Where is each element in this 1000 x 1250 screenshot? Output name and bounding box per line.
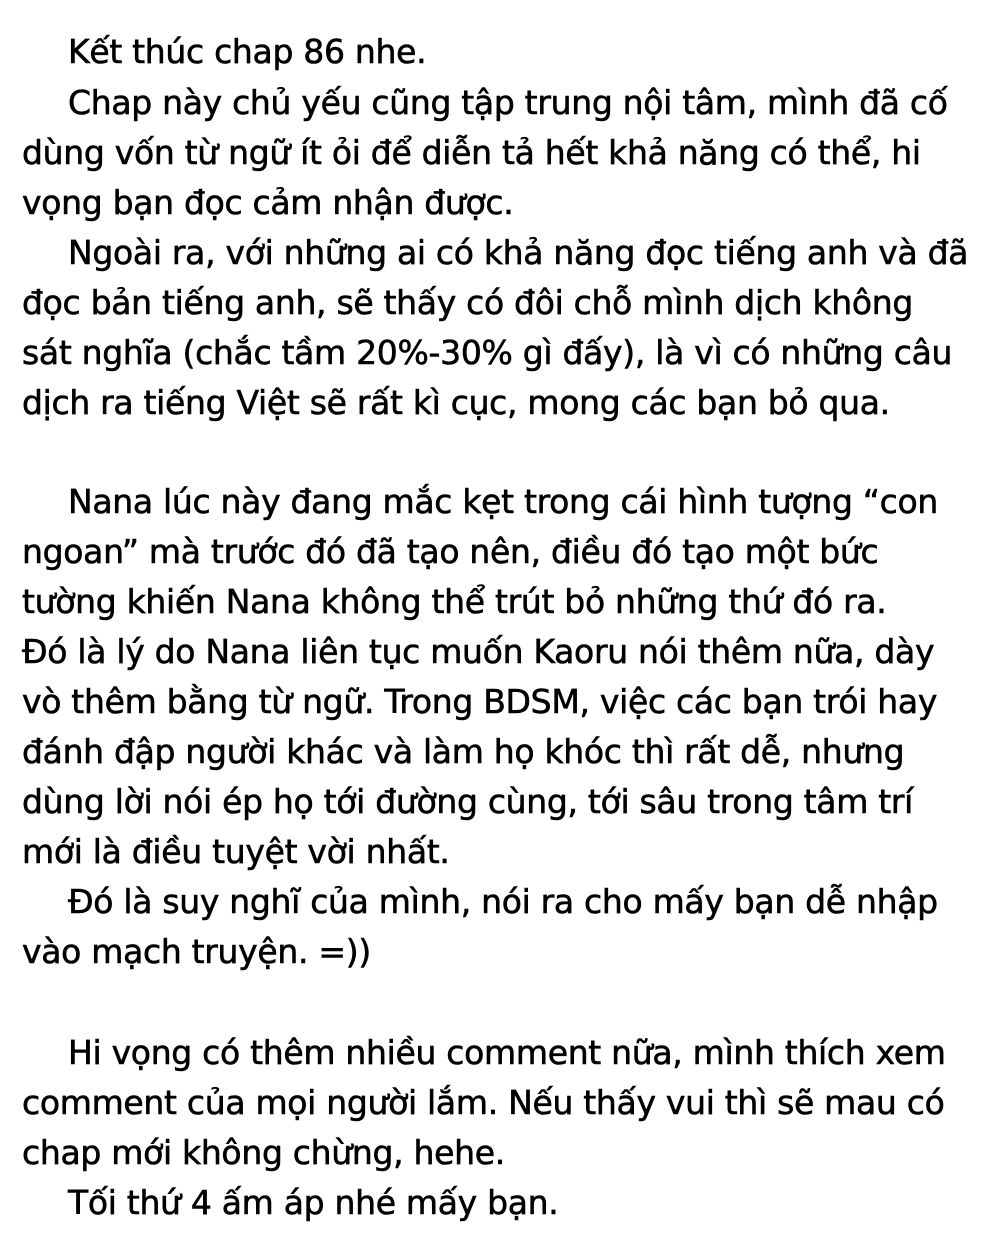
note-line: dùng lời nói ép họ tới đường cùng, tới sâu trong tâm trí xyxy=(22,782,914,821)
note-line: vọng bạn đọc cảm nhận được. xyxy=(22,183,514,222)
note-line: mới là điều tuyệt vời nhất. xyxy=(22,832,450,871)
note-line: dịch ra tiếng Việt sẽ rất kì cục, mong các bạn bỏ qua. xyxy=(22,383,890,422)
note-line: tường khiến Nana không thể trút bỏ những thứ đó ra. xyxy=(22,582,887,621)
note-line: đánh đập người khác và làm họ khóc thì rất dễ, nhưng xyxy=(22,732,905,771)
note-line: ngoan” mà trước đó đã tạo nên, điều đó tạo một bức xyxy=(22,532,879,571)
note-line: dùng vốn từ ngữ ít ỏi để diễn tả hết khả năng có thể, hi xyxy=(22,133,921,172)
note-line: Ngoài ra, với những ai có khả năng đọc tiếng anh và đã xyxy=(68,233,969,272)
note-line: vò thêm bằng từ ngữ. Trong BDSM, việc các bạn trói hay xyxy=(22,682,938,721)
note-line: Hi vọng có thêm nhiều comment nữa, mình thích xem xyxy=(68,1033,946,1072)
note-line: Đó là lý do Nana liên tục muốn Kaoru nói thêm nữa, dày xyxy=(22,632,935,671)
note-line: Đó là suy nghĩ của mình, nói ra cho mấy bạn dễ nhập xyxy=(68,882,938,921)
note-line: chap mới không chừng, hehe. xyxy=(22,1133,505,1172)
note-line: vào mạch truyện. =)) xyxy=(22,932,371,971)
note-line: Kết thúc chap 86 nhe. xyxy=(68,32,427,71)
note-line: Nana lúc này đang mắc kẹt trong cái hình tượng “con xyxy=(68,482,938,521)
note-line: Chap này chủ yếu cũng tập trung nội tâm, mình đã cố xyxy=(68,83,948,122)
note-line: đọc bản tiếng anh, sẽ thấy có đôi chỗ mình dịch không xyxy=(22,283,914,322)
note-line: Tối thứ 4 ấm áp nhé mấy bạn. xyxy=(68,1183,559,1222)
note-line: comment của mọi người lắm. Nếu thấy vui thì sẽ mau có xyxy=(22,1083,945,1122)
note-line: sát nghĩa (chắc tầm 20%-30% gì đấy), là vì có những câu xyxy=(22,333,953,372)
